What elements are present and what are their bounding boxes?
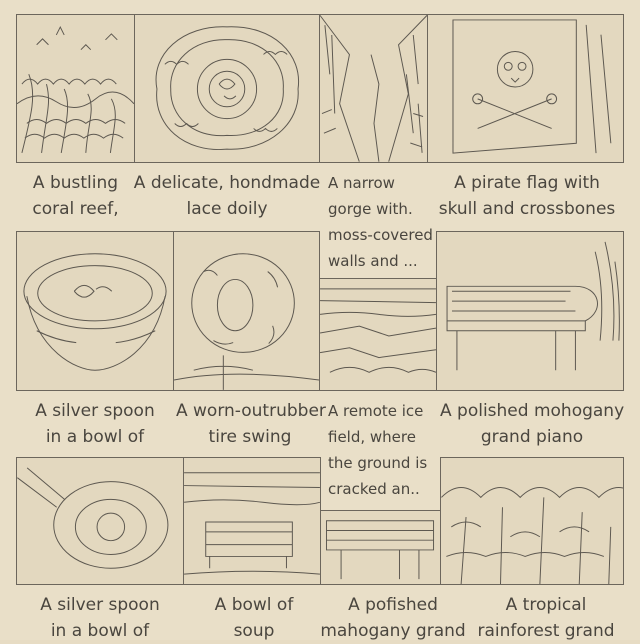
caption-line: cracked an.. (328, 480, 420, 498)
caption-line: grand piano (480, 427, 584, 447)
caption-line: field, where (328, 428, 416, 446)
caption-tire-swing (176, 398, 324, 450)
spoon-bowl-sketch (16, 457, 184, 585)
caption-line: A worn-outrubber (176, 401, 326, 421)
caption-line: A delicate, hondmade (133, 173, 321, 193)
caption-line: A tropical (505, 595, 587, 615)
pirate-flag-sketch (427, 14, 624, 163)
caption-coral-reef (16, 170, 135, 222)
tire-swing-sketch (173, 231, 320, 391)
caption-line: mahogany grand (320, 621, 466, 641)
lace-doily-sketch (134, 14, 320, 163)
caption-line: gorge with. (328, 200, 413, 218)
caption-line: A polished mohogany (440, 401, 625, 421)
caption-line: moss-covered (328, 226, 433, 244)
caption-silver-spoon-2 (16, 592, 184, 644)
caption-silver-spoon (16, 398, 174, 450)
caption-line: A silver spoon (35, 401, 155, 421)
bowl-sketch (16, 231, 174, 391)
caption-line: lace doily (186, 199, 268, 219)
caption-line: coral reef, (32, 199, 119, 219)
caption-grand-piano (440, 398, 624, 450)
caption-line: skull and crossbones (438, 199, 616, 219)
coral-reef-sketch (16, 14, 135, 163)
caption-gorge (328, 170, 433, 274)
caption-line: walls and ... (328, 252, 418, 270)
grand-piano-sketch (436, 231, 624, 391)
caption-line: A pirate flag with (454, 173, 600, 193)
caption-line: soup (233, 621, 275, 641)
piano-sketch (320, 510, 441, 585)
gorge-sketch (319, 14, 428, 163)
caption-line: A remote ice (328, 402, 424, 420)
chest-sketch (183, 457, 321, 585)
ice-field-sketch (319, 278, 437, 391)
caption-line: A pofished (348, 595, 438, 615)
rainforest-sketch (440, 457, 624, 585)
caption-line: A silver spoon (40, 595, 160, 615)
caption-line: A narrow (328, 174, 395, 192)
caption-line: in a bowl of (50, 621, 150, 641)
caption-polished-piano (318, 592, 468, 644)
caption-line: A bowl of (214, 595, 294, 615)
caption-line: in a bowl of (45, 427, 145, 447)
caption-line: rainforest grand (477, 621, 615, 641)
caption-lace-doily (132, 170, 322, 222)
caption-line: A bustling (32, 173, 119, 193)
caption-line: tire swing (208, 427, 292, 447)
caption-line: the ground is (328, 454, 428, 472)
caption-ice-field (328, 398, 436, 502)
caption-rainforest (468, 592, 624, 644)
caption-bowl-of-soup (186, 592, 322, 644)
caption-pirate-flag (430, 170, 624, 222)
